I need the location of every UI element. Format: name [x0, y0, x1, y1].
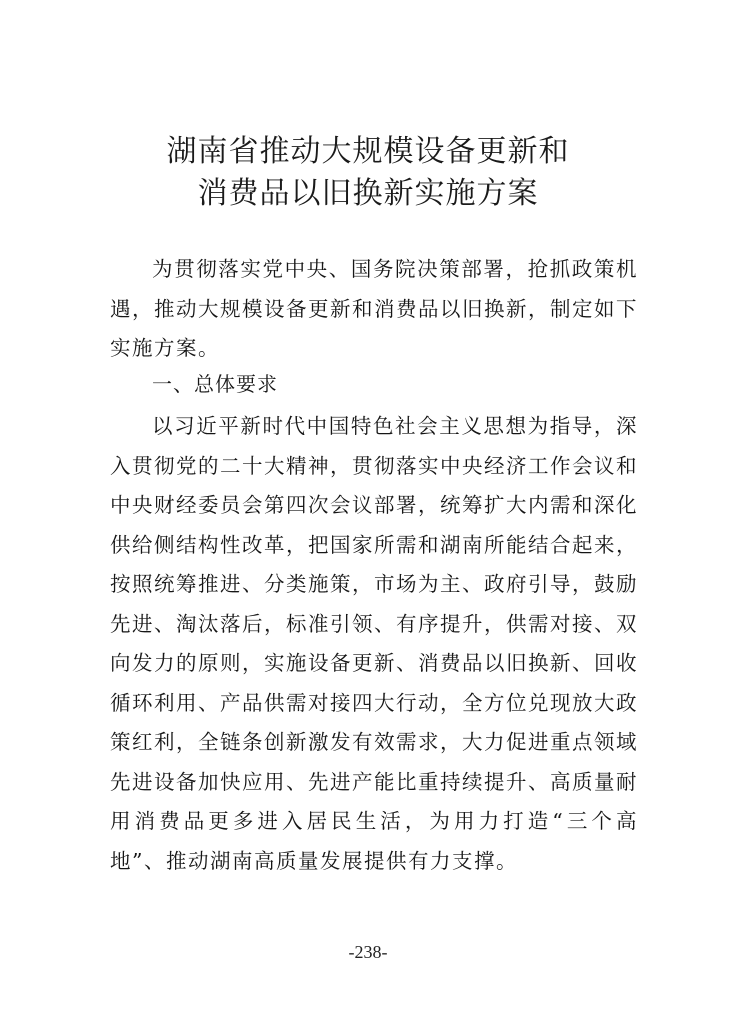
section-paragraph: 以习近平新时代中国特色社会主义思想为指导，深入贯彻党的二十大精神，贯彻落实中央经济工作会议和中央财经委员会第四次会议部署，统筹扩大内需和深化供给侧结构性改革，把国家所需和湖南所能结合起来，按照统筹推进、分类施策，市场为主、政府引导，鼓励先进、淘汰落后，标准引领、有序提升，供需对接、双向发力的原则，实施设备更新、消费品以旧换新、回收循环利用、产品供需对接四大行动，全方位兑现放大政策红利，全链条创新激发有效需求，大力促进重点领域先进设备加快应用、先进产能比重持续提升、高质量耐用消费品更多进入居民生活，为用力打造“三个高地”、推动湖南高质量发展提供有力支撑。	[110, 414, 638, 873]
section-heading: 一、总体要求	[152, 372, 278, 396]
intro-paragraph: 为贯彻落实党中央、国务院决策部署，抢抓政策机遇，推动大规模设备更新和消费品以旧换新，制定如下实施方案。	[110, 257, 638, 360]
page-number: -238-	[348, 942, 388, 962]
document-title-line-2: 消费品以旧换新实施方案	[197, 176, 539, 211]
document-title-line-1: 湖南省推动大规模设备更新和	[166, 134, 570, 169]
